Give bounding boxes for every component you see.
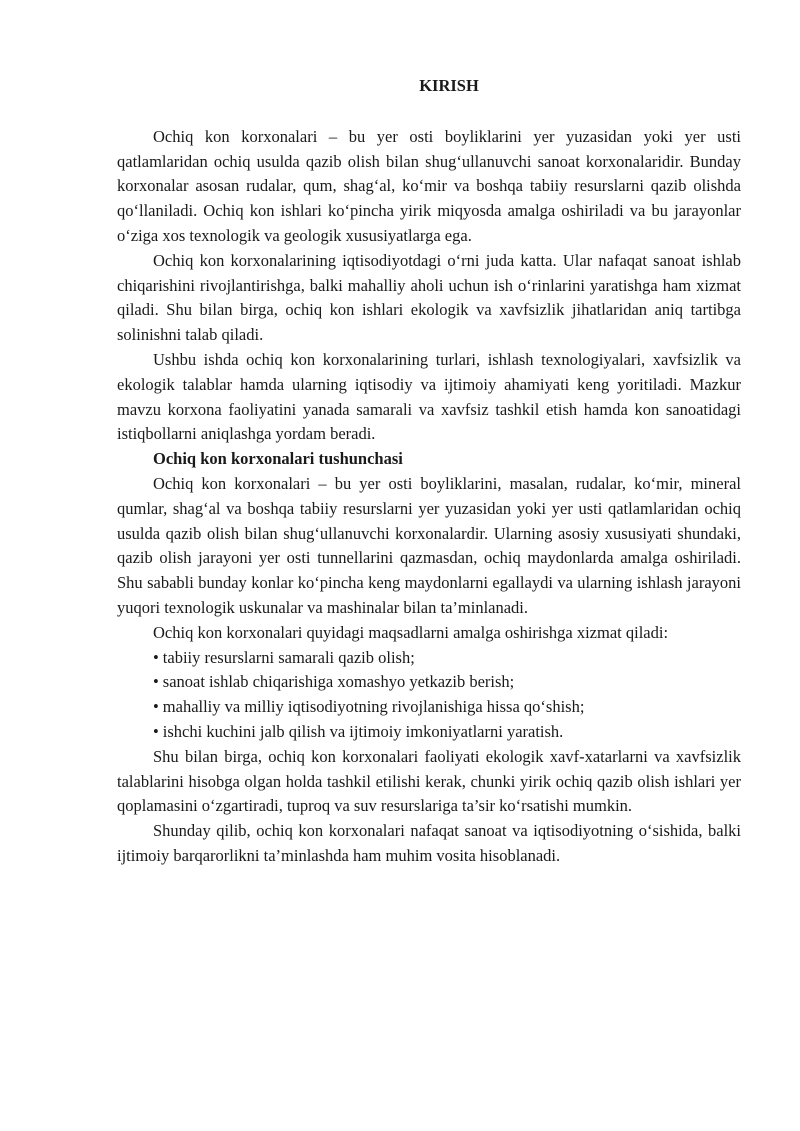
bullet-marker: • (153, 672, 159, 692)
list-item (117, 670, 741, 695)
page-title: KIRISH (419, 76, 479, 95)
list-item (117, 646, 741, 671)
bullet-marker: • (153, 697, 159, 717)
section-paragraph-2: Ochiq kon korxonalari quyidagi maqsadlarni amalga oshirishga xizmat qiladi: (153, 622, 669, 642)
document-body (117, 74, 741, 869)
list-item (117, 720, 741, 745)
section-paragraph-1: Ochiq kon korxonalari – bu yer osti boyliklarini, masalan, rudalar, ko‘mir, mineral qumlar, shag‘al va boshqa tabiiy resurslarni yer yuzasidan yoki yer usti qatlamlaridan ochiq usulda qazib olish bilan shug‘ullanuvchi korxonalardir. Ularning asosiy xususiyati shundaki, qazib olish jarayoni yer osti tunnellarini qazmasdan, ochiq maydonlarda amalga oshiriladi. Shu sababli bunday konlar ko‘pincha keng maydonlarni egallaydi va ularning ishlash jarayoni yuqori texnologik uskunalar va mashinalar bilan ta’minlanadi. (117, 473, 741, 617)
closing-paragraph-2: Shunday qilib, ochiq kon korxonalari nafaqat sanoat va iqtisodiyotning o‘sishida, balki ijtimoiy barqarorlikni ta’minlashda ham muhim vosita hisoblanadi. (117, 821, 741, 865)
bullet-marker: • (153, 647, 159, 667)
list-item-text: ishchi kuchini jalb qilish va ijtimoiy imkoniyatlarni yaratish. (162, 721, 564, 741)
list-item (117, 695, 741, 720)
intro-paragraph-3: Ushbu ishda ochiq kon korxonalarining turlari, ishlash texnologiyalari, xavfsizlik va ekologik talablar hamda ularning iqtisodiy va ijtimoiy ahamiyati keng yoritiladi. Mazkur mavzu korxona faoliyatini yanada samarali va xavfsiz tashkil etish hamda kon sanoatidagi istiqbollarni aniqlashga yordam beradi. (117, 349, 741, 444)
list-item-text: mahalliy va milliy iqtisodiyotning rivojlanishiga hissa qo‘shish; (162, 697, 585, 717)
list-item-text: tabiiy resurslarni samarali qazib olish; (162, 647, 415, 667)
closing-paragraph-1: Shu bilan birga, ochiq kon korxonalari faoliyati ekologik xavf-xatarlarni va xavfsizlik talablarini hisobga olgan holda tashkil etilishi kerak, chunki yirik ochiq qazib olish ishlari yer qoplamasini o‘zgartiradi, tuproq va suv resurslariga ta’sir ko‘rsatishi mumkin. (117, 746, 741, 816)
bullet-marker: • (153, 721, 159, 741)
intro-paragraph-2: Ochiq kon korxonalarining iqtisodiyotdagi o‘rni juda katta. Ular nafaqat sanoat ishlab chiqarishini rivojlantirishga, balki mahalliy aholi uchun ish o‘rinlarini yaratishga ham xizmat qiladi. Shu bilan birga, ochiq kon ishlari ekologik va xavfsizlik jihatlaridan aniq tartibga solinishni talab qiladi. (117, 250, 741, 345)
list-item-text: sanoat ishlab chiqarishiga xomashyo yetkazib berish; (162, 672, 515, 692)
intro-paragraph-1: Ochiq kon korxonalari – bu yer osti boyliklarini yer yuzasidan yoki yer usti qatlamlaridan ochiq usulda qazib olish bilan shug‘ullanuvchi sanoat korxonalaridir. Bunday korxonalar asosan rudalar, qum, shag‘al, ko‘mir va boshqa tabiiy resurslarni qazib olishda qo‘llaniladi. Ochiq kon ishlari ko‘pincha yirik miqyosda amalga oshiriladi va bu jarayonlar o‘ziga xos texnologik va geologik xususiyatlarga ega. (117, 126, 741, 245)
section-heading: Ochiq kon korxonalari tushunchasi (153, 449, 403, 469)
